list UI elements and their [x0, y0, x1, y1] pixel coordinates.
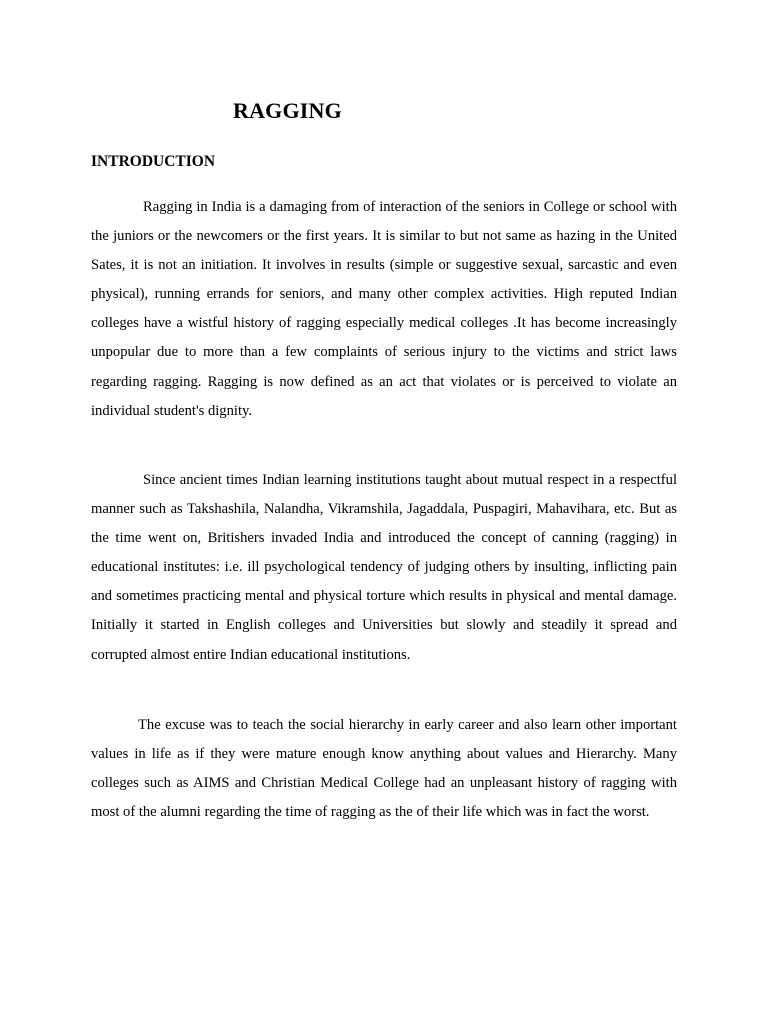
paragraph-2: Since ancient times Indian learning institutions taught about mutual respect in a respectful manner such as Takshashila, Nalandha, Vikramshila, Jagaddala, Puspagiri, Mahavihara, etc. But as the time went on, Britishers invaded India and introduced the concept of canning (ragging) in educational institutes: i.e. ill psychological tendency of judging others by insulting, inflicting pain and sometimes practicing mental and physical torture which results in physical and mental damage. Initially it started in English colleges and Universities but slowly and steadily it spread and corrupted almost entire Indian educational institutions. [91, 472, 677, 663]
section-heading-introduction: INTRODUCTION [91, 153, 216, 170]
paragraph-1: Ragging in India is a damaging from of interaction of the seniors in College or school with the juniors or the newcomers or the first years. It is similar to but not same as hazing in the United Sates, it is not an initiation. It involves in results (simple or suggestive sexual, sarcastic and even physical), running errands for seniors, and many other complex activities. High reputed Indian colleges have a wistful history of ragging especially medical colleges .It has become increasingly unpopular due to more than a few complaints of serious injury to the victims and strict laws regarding ragging. Ragging is now defined as an act that violates or is perceived to violate an individual student's dignity. [91, 199, 677, 419]
document-title: RAGGING [233, 98, 342, 123]
paragraph-3: The excuse was to teach the social hierarchy in early career and also learn other important values in life as if they were mature enough know anything about values and Hierarchy. Many colleges such as AIMS and Christian Medical College had an unpleasant history of ragging with most of the alumni regarding the time of ragging as the of their life which was in fact the worst. [91, 717, 677, 821]
